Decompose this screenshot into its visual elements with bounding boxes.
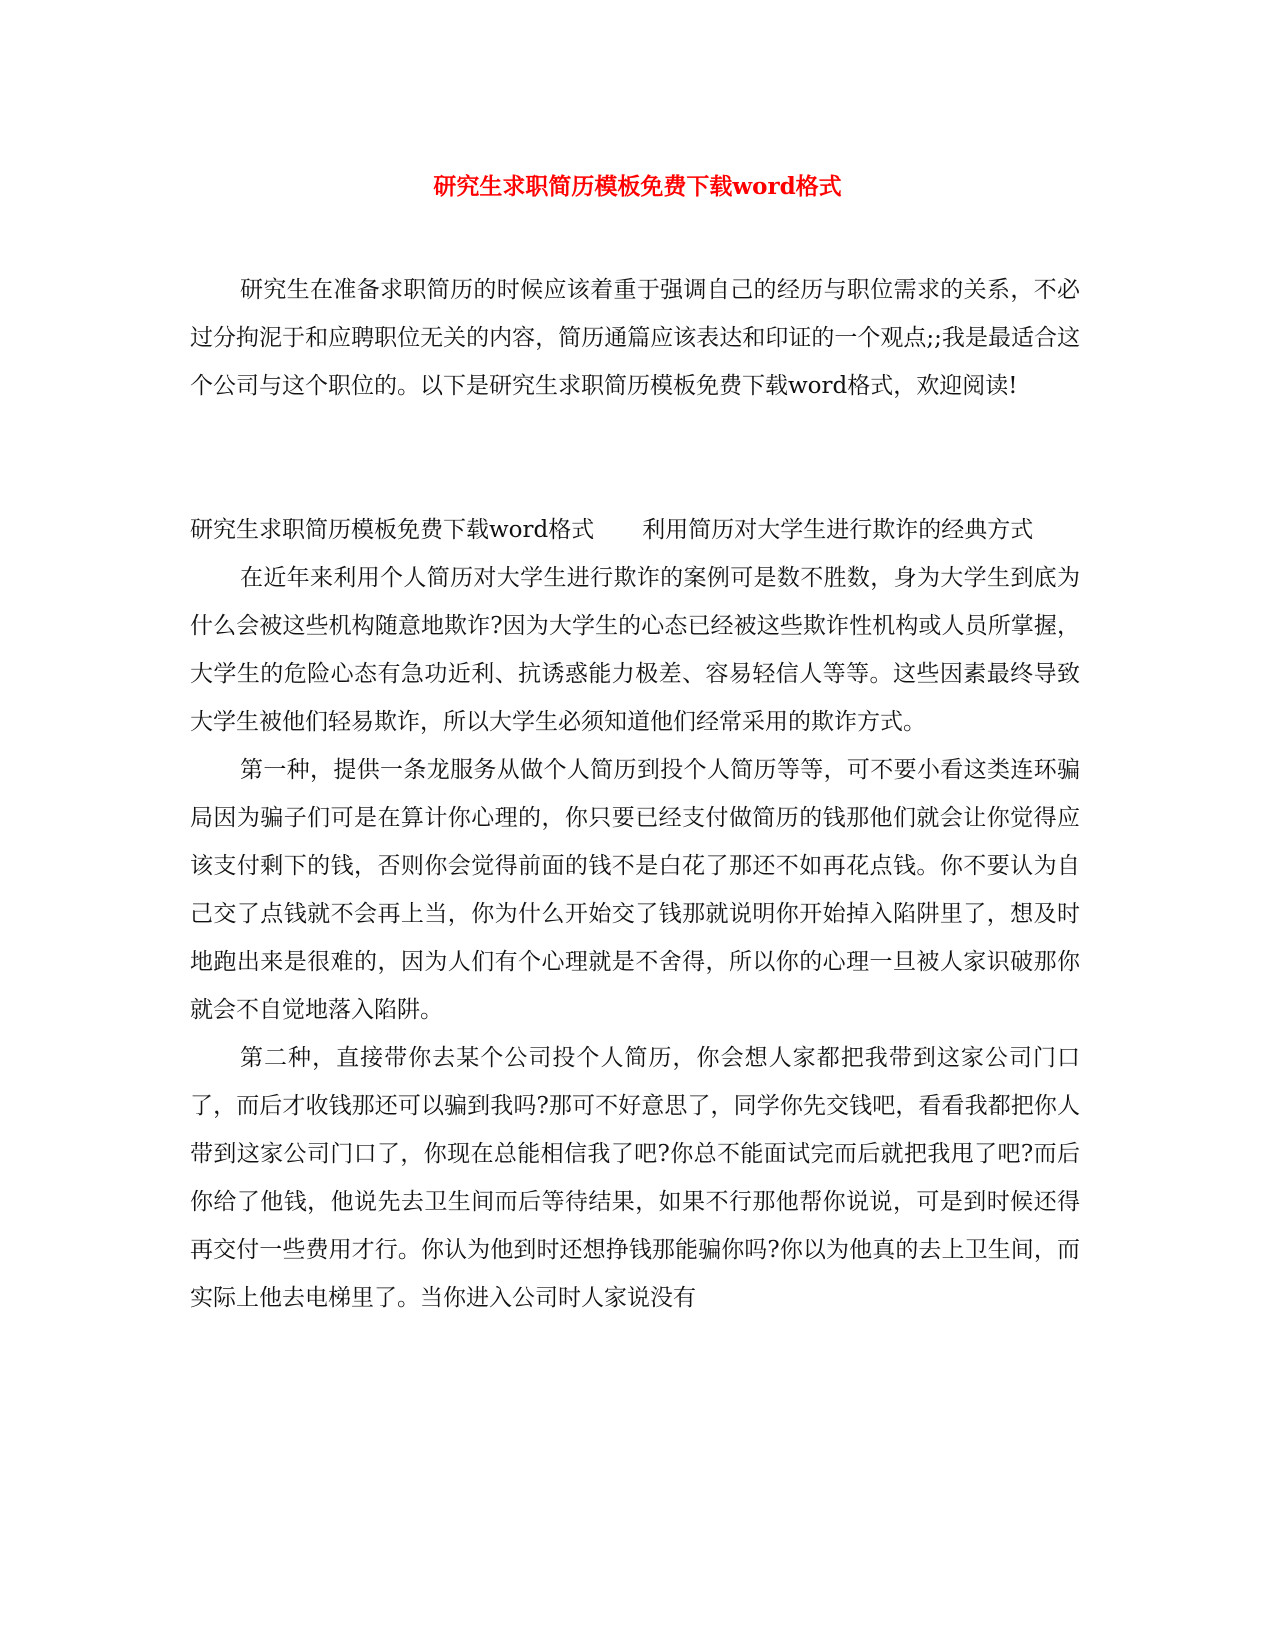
section-heading-left: 研究生求职简历模板免费下载word格式 [190,517,595,543]
body-paragraph: 在近年来利用个人简历对大学生进行欺诈的案例可是数不胜数，身为大学生到底为什么会被这些机构随意地欺诈?因为大学生的心态已经被这些欺诈性机构或人员所掌握，大学生的危险心态有急功近利、抗诱惑能力极差、容易轻信人等等。这些因素最终导致大学生被他们轻易欺诈，所以大学生必须知道他们经常采用的欺诈方式。 [190,565,1080,735]
body-paragraph: 第一种，提供一条龙服务从做个人简历到投个人简历等等，可不要小看这类连环骗局因为骗子们可是在算计你心理的，你只要已经支付做简历的钱那他们就会让你觉得应该支付剩下的钱，否则你会觉得前面的钱不是白花了那还不如再花点钱。你不要认为自己交了点钱就不会再上当，你为什么开始交了钱那就说明你开始掉入陷阱里了，想及时地跑出来是很难的，因为人们有个心理就是不舍得，所以你的心理一旦被人家识破那你就会不自觉地落入陷阱。 [190,757,1080,1023]
section-body [190,506,1080,1322]
body-paragraph: 第二种，直接带你去某个公司投个人简历，你会想人家都把我带到这家公司门口了，而后才收钱那还可以骗到我吗?那可不好意思了，同学你先交钱吧，看看我都把你人带到这家公司门口了，你现在总能相信我了吧?你总不能面试完而后就把我甩了吧?而后你给了他钱，他说先去卫生间而后等待结果，如果不行那他帮你说说，可是到时候还得再交付一些费用才行。你认为他到时还想挣钱那能骗你吗?你以为他真的去上卫生间，而实际上他去电梯里了。当你进入公司时人家说没有 [190,1045,1080,1311]
intro-paragraph: 研究生在准备求职简历的时候应该着重于强调自己的经历与职位需求的关系，不必过分拘泥于和应聘职位无关的内容，简历通篇应该表达和印证的一个观点;;我是最适合这个公司与这个职位的。以下是研究生求职简历模板免费下载word格式，欢迎阅读! [190,277,1080,399]
document-title: 研究生求职简历模板免费下载word格式 [433,173,842,200]
section-heading-right: 利用简历对大学生进行欺诈的经典方式 [642,517,1034,543]
section-heading [190,506,1080,554]
